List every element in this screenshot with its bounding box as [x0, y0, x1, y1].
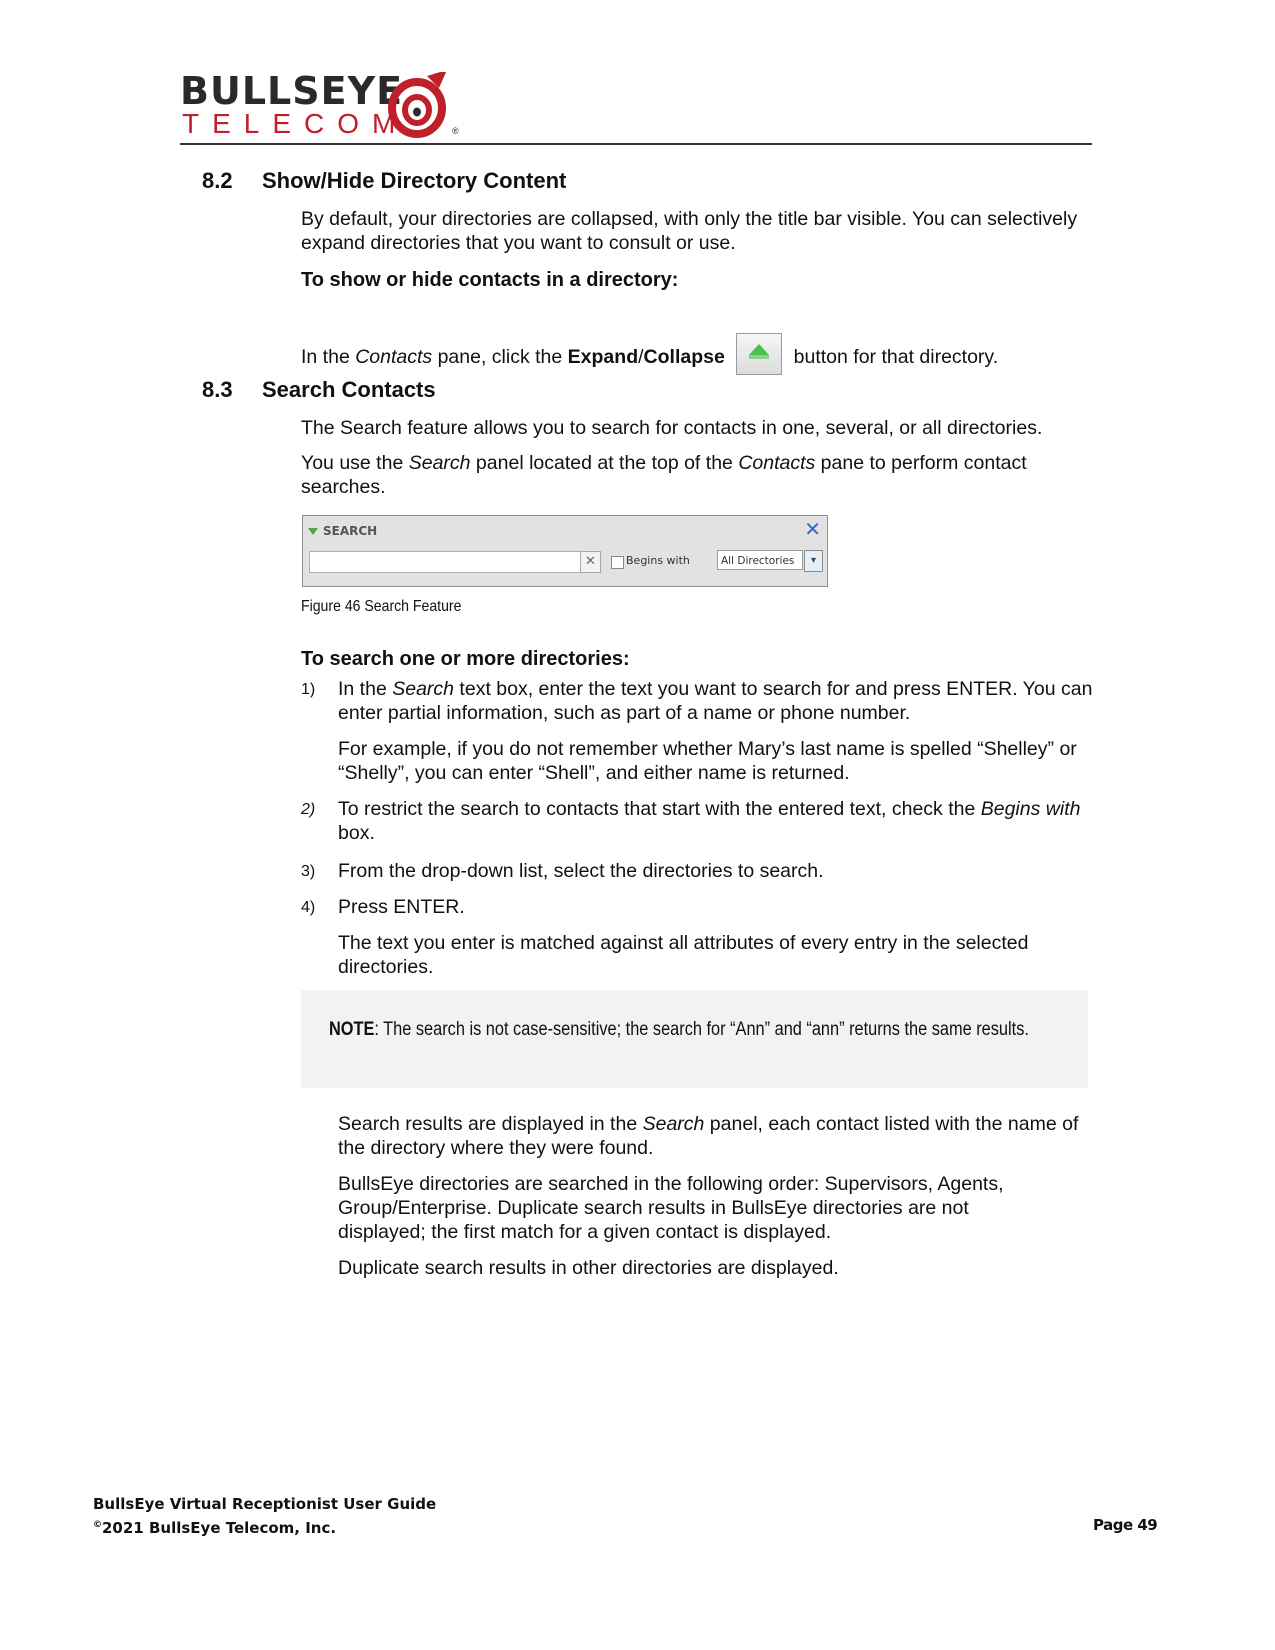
note-text [329, 1018, 1051, 1042]
paragraph [338, 1112, 1108, 1160]
text-run: To restrict the search to contacts that start with the entered text, check the [338, 798, 981, 820]
paragraph: The Search feature allows you to search for contacts in one, several, or all directories. [301, 417, 1043, 439]
logo-wordmark: BULLSEYE [180, 69, 404, 113]
text-run: pane, click the [432, 346, 568, 368]
instruction-step [301, 327, 1121, 369]
section-title: Search Contacts [262, 377, 436, 402]
panel-name: Search [408, 452, 471, 474]
step-number: 4) [301, 899, 316, 916]
paragraph: BullsEye directories are searched in the following order: Supervisors, Agents, Group/Enterprise. Duplicate search results in BullsEye directories are not displayed; the first match for a given contact is displayed. [338, 1173, 1004, 1243]
note-box [301, 990, 1088, 1088]
footer-left [93, 1494, 436, 1539]
footer-copyright [93, 1515, 436, 1539]
text-run: You use the [301, 452, 409, 474]
close-icon[interactable]: ✕ [804, 517, 821, 541]
begins-with-label: Begins with [626, 554, 690, 567]
text-run: panel located at the top of the [470, 452, 739, 474]
expand-arrow-icon [737, 334, 781, 374]
note-label: NOTE [329, 1019, 375, 1040]
directory-select[interactable]: All Directories [717, 550, 803, 570]
paragraph: Duplicate search results in other directories are displayed. [338, 1257, 839, 1279]
step-detail: The text you enter is matched against all attributes of every entry in the selected directories. [338, 932, 1029, 978]
bullseye-target-icon [387, 72, 451, 138]
text-run: button for that directory. [788, 346, 999, 368]
button-name: Expand [567, 346, 639, 368]
procedure-heading: To search one or more directories: [301, 648, 630, 670]
text-run: box. [338, 822, 375, 844]
company-logo [180, 70, 480, 142]
clear-search-button[interactable]: ✕ [580, 551, 601, 573]
text-run: / [638, 346, 644, 368]
step-detail: For example, if you do not remember whether Mary’s last name is spelled “Shelley” or “Shelly”, you can enter “Shell”, and either name is returned. [338, 738, 1077, 784]
step-number: 2) [301, 801, 316, 818]
emphasis: Search [392, 678, 455, 700]
collapse-triangle-icon[interactable] [308, 528, 318, 535]
text-run: Search results are displayed in the [338, 1113, 643, 1135]
section-number: 8.2 [202, 168, 233, 193]
search-panel-figure [302, 515, 828, 587]
panel-name: Search [642, 1113, 705, 1135]
step-text [338, 677, 1098, 725]
begins-with-checkbox[interactable] [611, 556, 624, 569]
paragraph [301, 451, 1061, 499]
section-heading [202, 377, 1102, 403]
footer-guide-title: BullsEye Virtual Receptionist User Guide [93, 1495, 437, 1513]
text-run: pane to perform contact searches. [301, 452, 1027, 498]
step-text [338, 797, 1108, 845]
step-text: From the drop-down list, select the directories to search. [338, 860, 824, 882]
text-run: In the [338, 678, 393, 700]
pane-name: Contacts [738, 452, 816, 474]
emphasis: Begins with [980, 798, 1081, 820]
search-panel-title: SEARCH [323, 524, 378, 538]
section-number: 8.3 [202, 377, 233, 402]
button-name: Collapse [643, 346, 725, 368]
page-number: Page 49 [1093, 1516, 1158, 1534]
text-run: text box, enter the text you want to search for and press ENTER. You can enter partial information, such as part of a name or phone number. [338, 678, 1093, 724]
procedure-heading: To show or hide contacts in a directory: [301, 269, 679, 291]
registered-mark: ® [452, 126, 459, 136]
text-run: : The search is not case-sensitive; the search for “Ann” and “ann” returns the same results. [374, 1019, 1029, 1040]
section-heading [202, 168, 1102, 194]
search-input[interactable] [309, 551, 581, 573]
text-run: panel, each contact listed with the name of the directory where they were found. [338, 1113, 1079, 1159]
text-run: In the [301, 346, 356, 368]
paragraph: By default, your directories are collapsed, with only the title bar visible. You can selectively expand directories that you want to consult or use. [301, 208, 1078, 254]
figure-caption: Figure 46 Search Feature [301, 598, 462, 615]
step-number: 3) [301, 863, 316, 880]
step-number: 1) [301, 681, 316, 698]
logo-subtitle: TELECOM [182, 108, 409, 139]
step-text: Press ENTER. [338, 896, 465, 918]
expand-collapse-button[interactable] [736, 333, 782, 375]
header-rule [180, 143, 1092, 145]
section-title: Show/Hide Directory Content [262, 168, 567, 193]
chevron-down-icon[interactable]: ▾ [804, 550, 823, 572]
copyright-symbol: © [93, 1520, 102, 1530]
pane-name: Contacts [355, 346, 433, 368]
text-run: 2021 BullsEye Telecom, Inc. [102, 1519, 337, 1537]
